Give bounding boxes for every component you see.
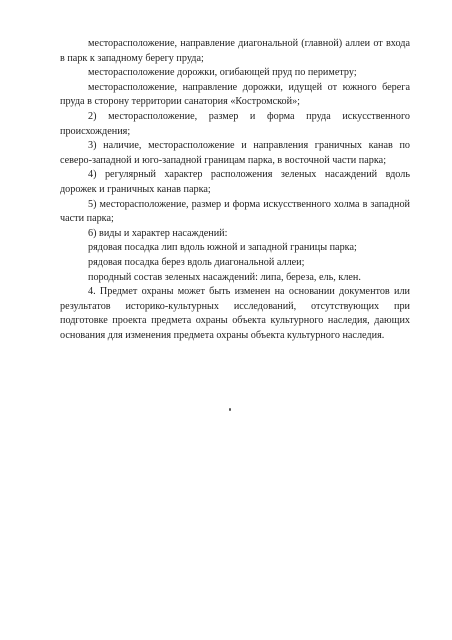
- paragraph-birch-planting: рядовая посадка берез вдоль диагональной аллеи;: [88, 256, 305, 268]
- document-body: [60, 37, 410, 343]
- paragraph-item-5: 5) месторасположение, размер и форма искусственного холма в западной части парка;: [60, 198, 410, 225]
- paragraph-linden-planting: рядовая посадка лип вдоль южной и западной границы парка;: [88, 242, 357, 254]
- paragraph-section-4: 4. Предмет охраны может быть изменен на основании документов или результатов историко-культурных исследований, отсутствующих при подготовке проекта предмета охраны объекта культурного наследия, дающих основания для изменения предмета охраны объекта культурного наследия.: [60, 286, 410, 341]
- paragraph-item-4: 4) регулярный характер расположения зеленых насаждений вдоль дорожек и граничных канав парка;: [60, 169, 410, 195]
- stray-mark: [229, 408, 231, 411]
- paragraph-pond-path: месторасположение дорожки, огибающей пруд по периметру;: [88, 67, 357, 79]
- paragraph-species-list: породный состав зеленых насаждений: липа, береза, ель, клен.: [88, 271, 361, 283]
- paragraph-south-path: месторасположение, направление дорожки, идущей от южного берега пруда в сторону территории санатория «Костромской»;: [60, 81, 410, 108]
- paragraph-main-alley: месторасположение, направление диагональной (главной) аллеи от входа в парк к западному берегу пруда;: [60, 38, 410, 64]
- paragraph-item-2: 2) месторасположение, размер и форма пруда искусственного происхождения;: [60, 110, 410, 137]
- paragraph-item-3: 3) наличие, месторасположение и направления граничных канав по северо-западной и юго-западной границам парка, в восточной части парка;: [60, 140, 410, 166]
- paragraph-item-6: 6) виды и характер насаждений:: [88, 227, 228, 239]
